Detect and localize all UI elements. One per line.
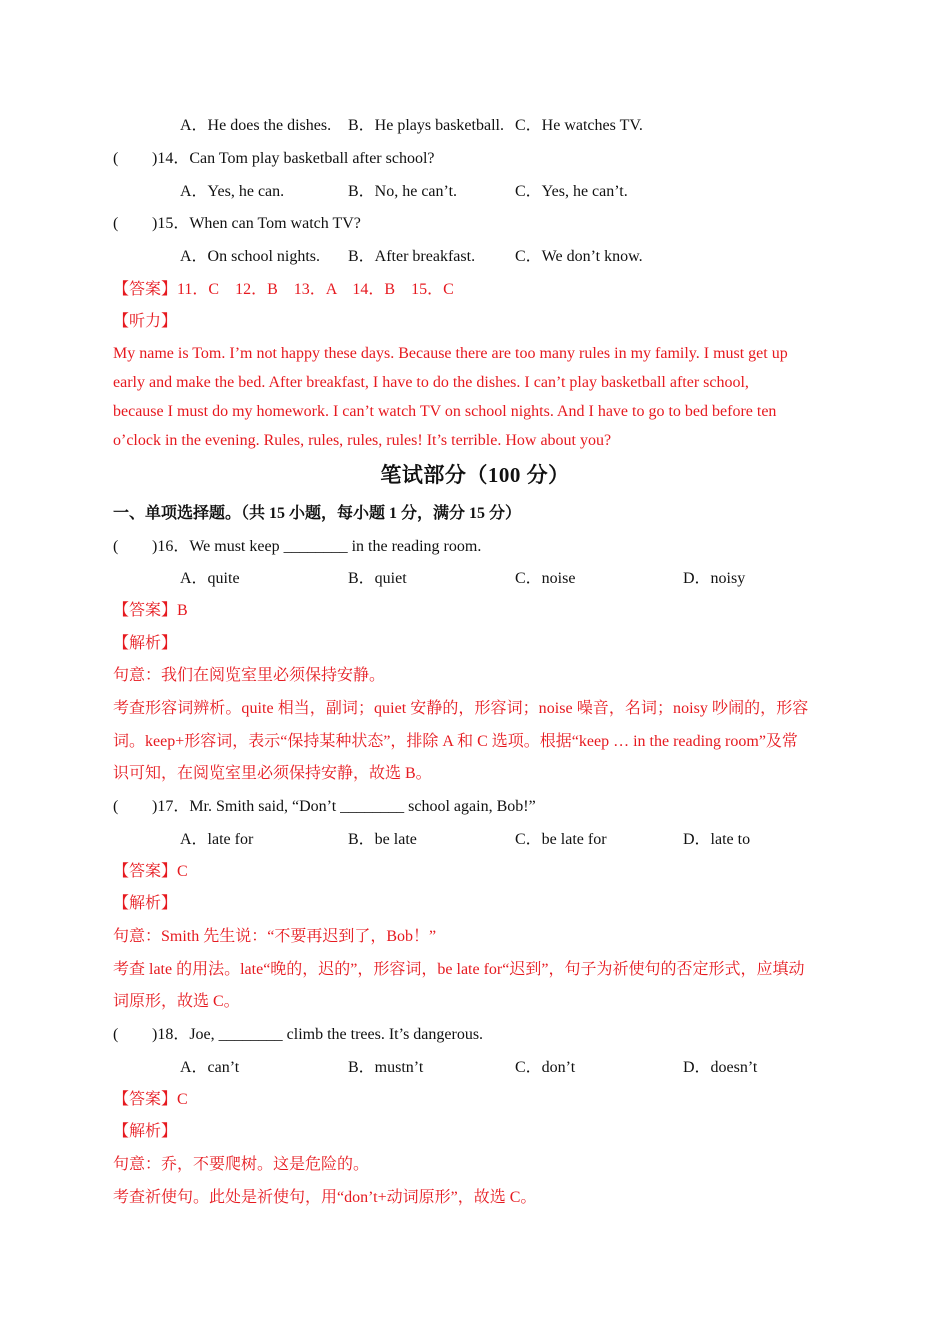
q16-answer: 【答案】B [113,602,188,619]
q16-stem: )16．We must keep ________ in the reading room. [152,538,482,555]
q18-option-c: C．don’t [515,1059,576,1076]
q16-analysis-line-3: 词。keep+形容词，表示“保持某种状态”，排除 A 和 C 选项。根据“keep … in the reading room”及常 [113,733,798,750]
listening-text-line-4: o’clock in the evening. Rules, rules, rules, rules! It’s terrible. How about you? [113,432,612,449]
q13-option-c: C．He watches TV. [515,117,643,134]
q17-analysis-line-2: 考查 late 的用法。late“晚的，迟的”，形容词，be late for“迟到”，句子为祈使句的否定形式，应填动 [113,961,805,978]
q14-option-c: C．Yes, he can’t. [515,183,628,200]
q17-option-a: A．late for [180,831,254,848]
q18-analysis-line-2: 考查祈使句。此处是祈使句，用“don’t+动词原形”，故选 C。 [113,1189,537,1206]
q16-analysis-label: 【解析】 [113,635,178,652]
q17-analysis-label: 【解析】 [113,895,178,912]
listening-text-line-3: because I must do my homework. I can’t watch TV on school nights. And I have to go to bed before ten [113,403,777,420]
q17-answer: 【答案】C [113,863,188,880]
q13-option-b: B．He plays basketball. [348,117,504,134]
q15-option-b: B．After breakfast. [348,248,476,265]
written-section-heading: 笔试部分（100 分） [380,463,570,487]
q17-option-d: D．late to [683,831,751,848]
q15-option-a: A．On school nights. [180,248,321,265]
q17-analysis-line-1: 句意：Smith 先生说：“不要再迟到了，Bob！” [113,928,437,945]
q18-answer: 【答案】C [113,1091,188,1108]
q14-option-b: B．No, he can’t. [348,183,458,200]
q15-stem: )15．When can Tom watch TV? [152,215,361,232]
q16-analysis-line-1: 句意：我们在阅览室里必须保持安静。 [113,667,386,684]
q13-option-a: A．He does the dishes. [180,117,332,134]
q18-paren: ( [113,1026,119,1043]
q17-stem: )17．Mr. Smith said, “Don’t ________ school again, Bob!” [152,798,536,815]
q18-option-a: A．can’t [180,1059,240,1076]
section-1-title: 一、单项选择题。（共 15 小题，每小题 1 分，满分 15 分） [113,505,522,522]
q17-option-b: B．be late [348,831,417,848]
q18-option-b: B．mustn’t [348,1059,424,1076]
listening-text-line-2: early and make the bed. After breakfast, I have to do the dishes. I can’t play basketball after school, [113,374,749,391]
q17-paren: ( [113,798,119,815]
listening-text-line-1: My name is Tom. I’m not happy these days. Because there are too many rules in my family. I must get up [113,345,788,362]
q18-option-d: D．doesn’t [683,1059,758,1076]
q16-analysis-line-4: 识可知，在阅览室里必须保持安静，故选 B。 [113,765,432,782]
q18-stem: )18．Joe, ________ climb the trees. It’s dangerous. [152,1026,484,1043]
q16-paren: ( [113,538,119,555]
q14-stem: )14．Can Tom play basketball after school? [152,150,435,167]
q16-option-a: A．quite [180,570,240,587]
q14-paren: ( [113,150,119,167]
q16-analysis-line-2: 考查形容词辨析。quite 相当，副词；quiet 安静的，形容词；noise 噪音，名词；noisy 吵闹的，形容 [113,700,809,717]
q17-analysis-line-3: 词原形，故选 C。 [113,993,240,1010]
q15-paren: ( [113,215,119,232]
q16-option-c: C．noise [515,570,576,587]
q16-option-b: B．quiet [348,570,407,587]
q16-option-d: D．noisy [683,570,746,587]
q17-option-c: C．be late for [515,831,607,848]
listening-answer: 【答案】11．C 12．B 13．A 14．B 15．C [113,281,454,298]
q15-option-c: C．We don’t know. [515,248,643,265]
q18-analysis-line-1: 句意：乔，不要爬树。这是危险的。 [113,1156,370,1173]
q14-option-a: A．Yes, he can. [180,183,285,200]
listening-label: 【听力】 [113,313,178,330]
q18-analysis-label: 【解析】 [113,1123,178,1140]
